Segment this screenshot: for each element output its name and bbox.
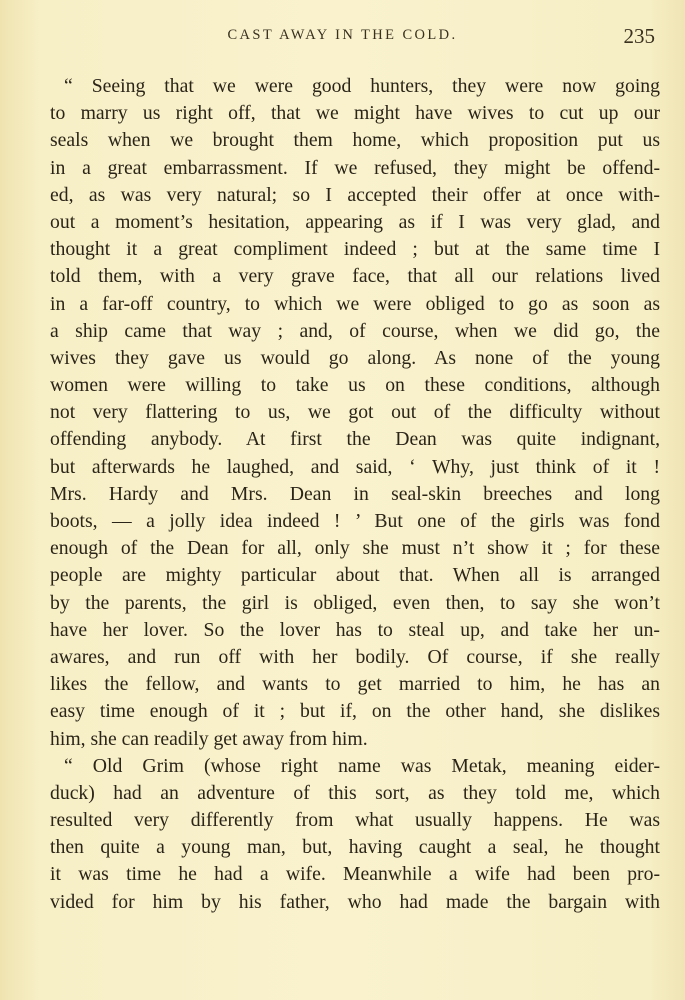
text-line: have her lover. So the lover has to steal up, and take her un- xyxy=(50,618,660,641)
text-line: but afterwards he laughed, and said, ‘ Why, just think of it ! xyxy=(50,455,660,478)
text-line: women were willing to take us on these conditions, although xyxy=(50,374,660,397)
text-line: people are mighty particular about that. When all is arranged xyxy=(50,564,660,587)
text-line: thought it a great compliment indeed ; but at the same time I xyxy=(50,238,660,261)
text-line: easy time enough of it ; but if, on the other hand, she dislikes xyxy=(50,700,660,723)
text-line: “ Old Grim (whose right name was Metak, meaning eider- xyxy=(64,754,660,777)
text-line: Mrs. Hardy and Mrs. Dean in seal-skin breeches and long xyxy=(50,482,660,505)
text-line: seals when we brought them home, which proposition put us xyxy=(50,129,660,152)
text-line: out a moment’s hesitation, appearing as if I was very glad, and xyxy=(50,210,660,233)
text-line: offending anybody. At first the Dean was quite indignant, xyxy=(50,428,660,451)
text-line: then quite a young man, but, having caught a seal, he thought xyxy=(50,836,660,859)
text-line: “ Seeing that we were good hunters, they were now going xyxy=(64,75,660,97)
body-text xyxy=(50,73,660,916)
text-line: by the parents, the girl is obliged, even then, to say she won’t xyxy=(50,591,660,614)
text-line: likes the fellow, and wants to get married to him, he has an xyxy=(50,673,660,696)
text-line: in a great embarrassment. If we refused, they might be offend- xyxy=(50,156,660,179)
text-line: duck) had an adventure of this sort, as they told me, which xyxy=(50,781,660,804)
running-head xyxy=(0,24,685,49)
text-line: awares, and run off with her bodily. Of course, if she really xyxy=(50,645,660,668)
page-number: 235 xyxy=(623,24,655,48)
text-line: not very flattering to us, we got out of the difficulty without xyxy=(50,401,660,424)
text-line: in a far-off country, to which we were obliged to go as soon as xyxy=(50,292,660,315)
text-line: wives they gave us would go along. As none of the young xyxy=(50,346,660,369)
text-line: resulted very differently from what usually happens. He was xyxy=(50,809,660,832)
chapter-title: CAST AWAY IN THE COLD. xyxy=(227,27,458,43)
text-line: a ship came that way ; and, of course, when we did go, the xyxy=(50,319,660,342)
text-line: ed, as was very natural; so I accepted their offer at once with- xyxy=(50,183,660,206)
text-line: to marry us right off, that we might have wives to cut up our xyxy=(50,102,660,125)
text-line: him, she can readily get away from him. xyxy=(50,727,368,750)
text-line: vided for him by his father, who had made the bargain with xyxy=(50,890,660,913)
text-line: it was time he had a wife. Meanwhile a wife had been pro- xyxy=(50,863,660,886)
text-line: boots, — a jolly idea indeed ! ’ But one of the girls was fond xyxy=(50,510,660,532)
text-line: told them, with a very grave face, that all our relations lived xyxy=(50,265,660,288)
text-line: enough of the Dean for all, only she must n’t show it ; for these xyxy=(50,537,660,560)
